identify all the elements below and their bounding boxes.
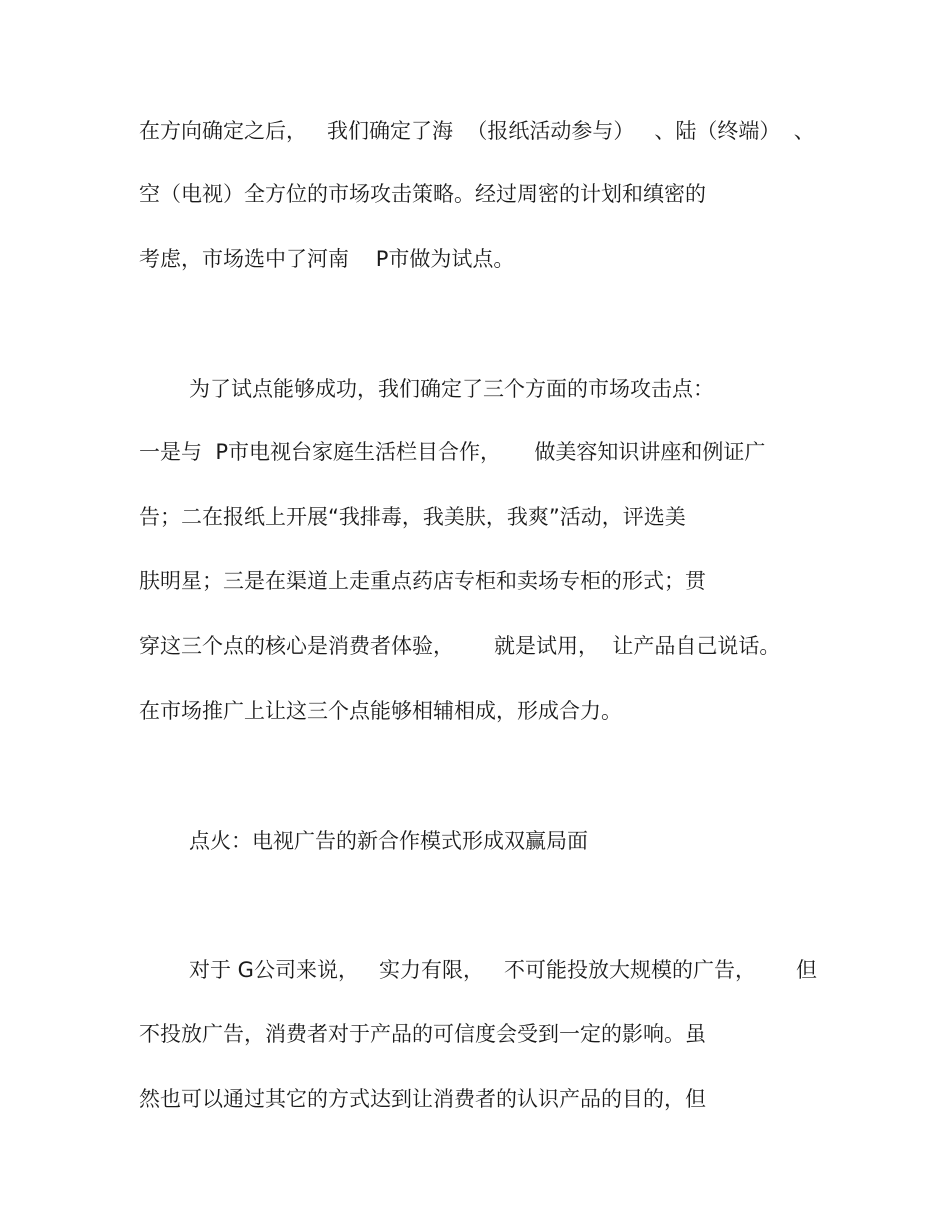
paragraph-1-line-1: 在方向确定之后， 我们确定了海 （报纸活动参与） 、陆（终端） 、	[139, 119, 815, 143]
paragraph-2-line-5: 穿这三个点的核心是消费者体验， 就是试用， 让产品自己说话。	[139, 634, 781, 658]
paragraph-1-line-3: 考虑，市场选中了河南 P市做为试点。	[139, 247, 515, 271]
paragraph-3-line-1: 对于 G公司来说， 实力有限， 不可能投放大规模的广告， 但	[189, 958, 818, 982]
section-heading: 点火：电视广告的新合作模式形成双赢局面	[189, 829, 588, 853]
paragraph-2-line-3: 告；二在报纸上开展“我排毒，我美肤，我爽”活动，评选美	[139, 505, 686, 529]
paragraph-1-line-2: 空（电视）全方位的市场攻击策略。经过周密的计划和缜密的	[139, 182, 706, 206]
paragraph-2-line-4: 肤明星；三是在渠道上走重点药店专柜和卖场专柜的形式；贯	[139, 569, 706, 593]
paragraph-2-line-1: 为了试点能够成功，我们确定了三个方面的市场攻击点：	[189, 377, 714, 401]
paragraph-3-line-2: 不投放广告，消费者对于产品的可信度会受到一定的影响。虽	[139, 1022, 706, 1046]
paragraph-2-line-6: 在市场推广上让这三个点能够相辅相成，形成合力。	[139, 699, 622, 723]
paragraph-3-line-3: 然也可以通过其它的方式达到让消费者的认识产品的目的，但	[139, 1087, 706, 1111]
paragraph-2-line-2: 一是与 P市电视台家庭生活栏目合作， 做美容知识讲座和例证广	[139, 440, 766, 464]
